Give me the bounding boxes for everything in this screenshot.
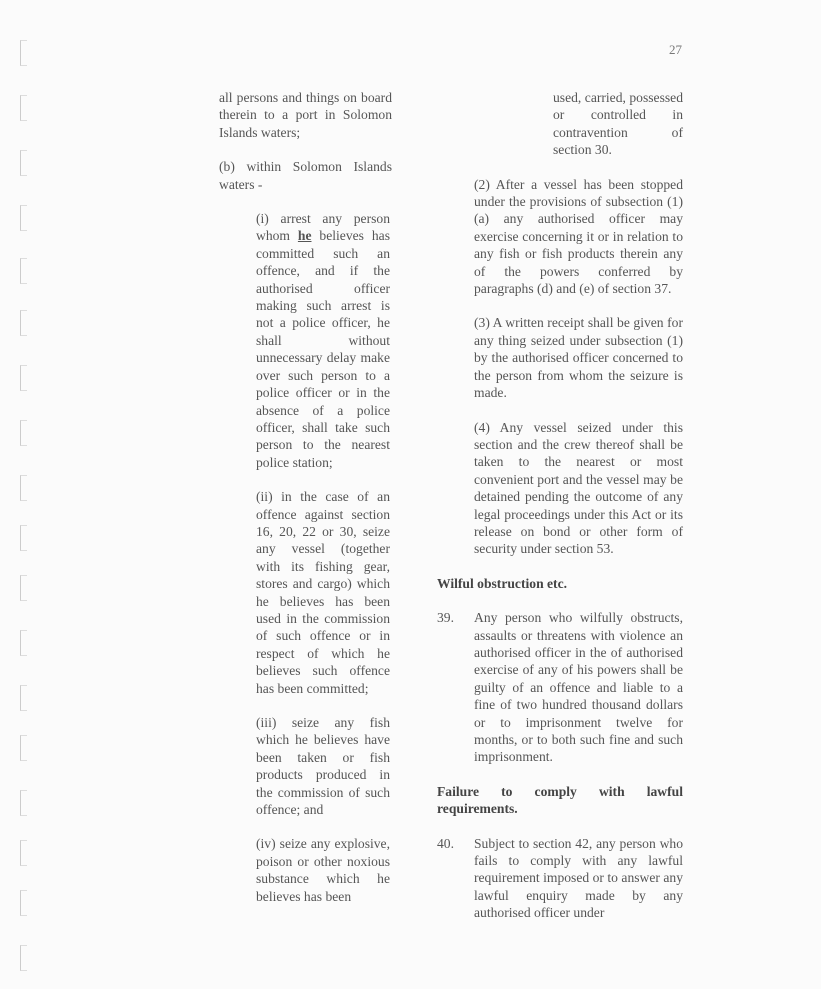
section-39-text: Any person who wilfully obstructs, assaults or threatens with violence an authorised officer in the of authorised exercise of any of his powers shall be guilty of an offence and liable to a fine of two hundred thousand dollars or to imprisonment twelve for months, or to both such fine and such imprisonment. xyxy=(474,610,683,765)
margin-mark xyxy=(20,790,27,816)
margin-mark xyxy=(20,420,27,446)
margin-mark xyxy=(20,630,27,656)
margin-mark xyxy=(20,95,27,121)
underlined-he: he xyxy=(297,228,312,244)
paragraph-b: (b) within Solomon Islands waters - xyxy=(219,159,392,192)
paragraph-continuation: all persons and things on board therein to a port in Solomon Islands waters; xyxy=(219,90,392,140)
margin-mark xyxy=(20,258,27,284)
margin-mark xyxy=(20,945,27,971)
paragraph-iii: (iii) seize any fish which he believes have been taken or fish products produced in the commission of such offence; and xyxy=(256,715,390,818)
section-40-text: Subject to section 42, any person who fails to comply with any lawful requirement imposed or to answer any lawful enquiry made by any authorised officer under xyxy=(474,835,683,921)
margin-mark xyxy=(20,365,27,391)
subsection-3: (3) A written receipt shall be given for any thing seized under subsection (1) by the authorised officer concerned to the person from whom the seizure is made. xyxy=(474,315,683,401)
margin-mark xyxy=(20,310,27,336)
section-40 xyxy=(437,835,683,922)
paragraph-i xyxy=(256,210,390,471)
left-column xyxy=(219,89,392,905)
margin-mark xyxy=(20,205,27,231)
section-39-number: 39. xyxy=(437,610,454,626)
section-heading-wilful-obstruction: Wilful obstruction etc. xyxy=(437,575,568,591)
section-40-number: 40. xyxy=(437,835,454,851)
section-heading-failure-to-comply: Failure to comply with lawful requirements. xyxy=(437,783,683,817)
paragraph-i-end: believes has committed such an offence, and if the authorised officer making such arrest is not a police officer, he shall without unnecessary delay make over such person to a police officer or in the absence of a police officer, shall take such person to the nearest police station; xyxy=(256,228,390,470)
right-column xyxy=(437,89,683,922)
margin-mark xyxy=(20,685,27,711)
paragraph-iv: (iv) seize any explosive, poison or other noxious substance which he believes has been xyxy=(256,836,390,904)
margin-mark xyxy=(20,40,27,66)
margin-mark xyxy=(20,525,27,551)
section-39 xyxy=(437,609,683,766)
margin-mark xyxy=(20,840,27,866)
margin-mark xyxy=(20,890,27,916)
margin-mark xyxy=(20,475,27,501)
paragraph-i-start: (i) arrest any person whom xyxy=(256,211,390,244)
margin-mark xyxy=(20,735,27,761)
paragraph-carry: used, carried, possessed or controlled in contravention of section 30. xyxy=(553,90,683,158)
paragraph-ii: (ii) in the case of an offence against section 16, 20, 22 or 30, seize any vessel (together with its fishing gear, stores and cargo) which he believes has been used in the commission of such offence or in respect of which he believes such offence has been committed; xyxy=(256,489,390,696)
subsection-2: (2) After a vessel has been stopped under the provisions of subsection (1)(a) any authorised officer may exercise concerning it or in relation to any fish or fish products therein any of the powers conferred by paragraphs (d) and (e) of section 37. xyxy=(474,176,683,297)
margin-mark xyxy=(20,150,27,176)
margin-mark xyxy=(20,575,27,601)
subsection-4: (4) Any vessel seized under this section and the crew thereof shall be taken to the nearest or most convenient port and the vessel may be detained pending the outcome of any legal proceedings under this Act or its release on bond or other form of security under section 53. xyxy=(474,419,683,557)
page-number: 27 xyxy=(669,42,682,57)
